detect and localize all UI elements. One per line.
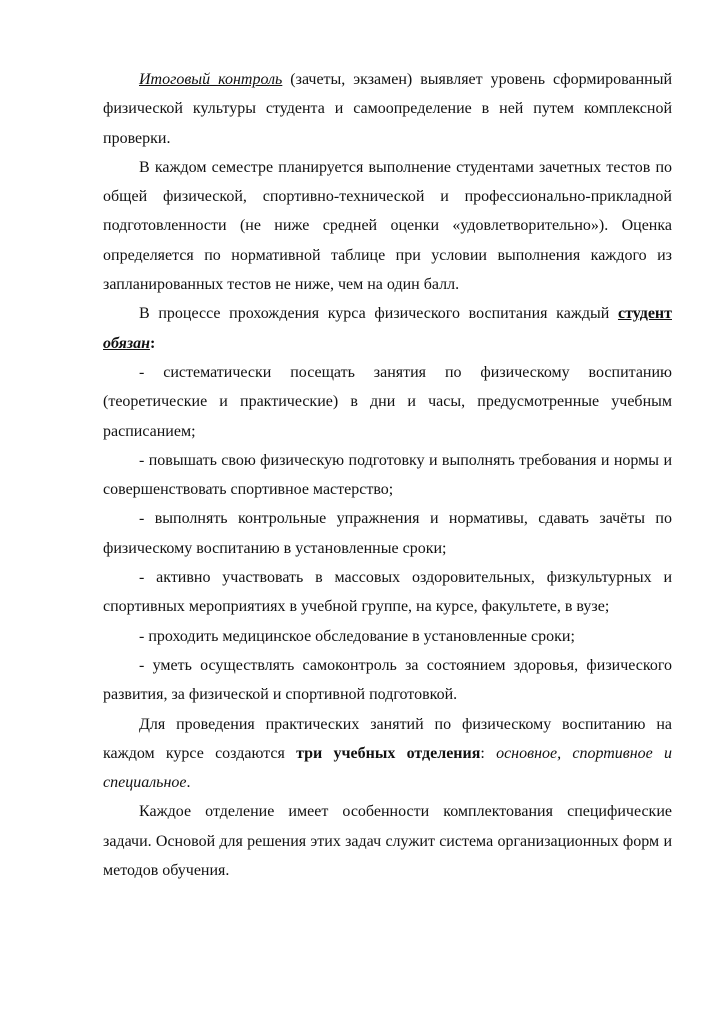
list-item: - уметь осуществлять самоконтроль за состоянием здоровья, физического развития, за физической и спортивной подготовкой. xyxy=(103,656,672,704)
list-item: - систематически посещать занятия по физическому воспитанию (теоретические и практические) в дни и часы, предусмотренные учебным расписанием; xyxy=(103,363,672,440)
paragraph-text: Для проведения практических занятий по физическому воспитанию на каждом курсе создаются xyxy=(103,715,672,762)
list-item: - повышать свою физическую подготовку и выполнять требования и нормы и совершенствовать спортивное мастерство; xyxy=(103,451,672,499)
paragraph-semester-tests: В каждом семестре планируется выполнение студентами зачетных тестов по общей физической, спортивно-технической и профессионально-прикладной подготовленности (не ниже средней оценки «удовлетворительно»). Оценка определяется по нормативной таблице при условии выполнения каждого из запланированных тестов не ниже, чем на один балл. xyxy=(103,158,672,294)
department-list: основное, спортивное и специальное xyxy=(103,744,673,792)
list-item: - активно участвовать в массовых оздоровительных, физкультурных и спортивных мероприятиях в учебной группе, на курсе, факультете, в вузе; xyxy=(103,569,672,616)
paragraph-final-control xyxy=(103,65,672,153)
term-student: студент xyxy=(617,305,672,323)
list-item: - проходить медицинское обследование в установленные сроки; xyxy=(139,627,575,645)
paragraph-text: (зачеты, экзамен) выявляет уровень сформированный физической культуры студента и самоопределение в ней путем комплексной проверки. xyxy=(103,71,672,147)
term-three-departments: три учебных отделения xyxy=(296,744,481,762)
paragraph-department-features: Каждое отделение имеет особенности комплектования специфические задачи. Основой для решения этих задач служит система организационных форм и методов обучения. xyxy=(103,803,672,880)
paragraph-student-duties-intro: В процессе прохождения курса физического воспитания каждый студент обязан: xyxy=(103,305,672,352)
paragraph-text: В процессе прохождения курса физического воспитания каждый xyxy=(139,305,618,323)
term-final-control: Итоговый контроль xyxy=(139,71,283,88)
list-item: - выполнять контрольные упражнения и нормативы, сдавать зачёты по физическому воспитанию в установленные сроки; xyxy=(103,510,672,557)
term-obliged: обязан xyxy=(103,334,150,352)
paragraph-departments: Для проведения практических занятий по физическому воспитанию на каждом курсе создаются три учебных отделения: основное, спортивное и специальное. xyxy=(103,715,673,792)
